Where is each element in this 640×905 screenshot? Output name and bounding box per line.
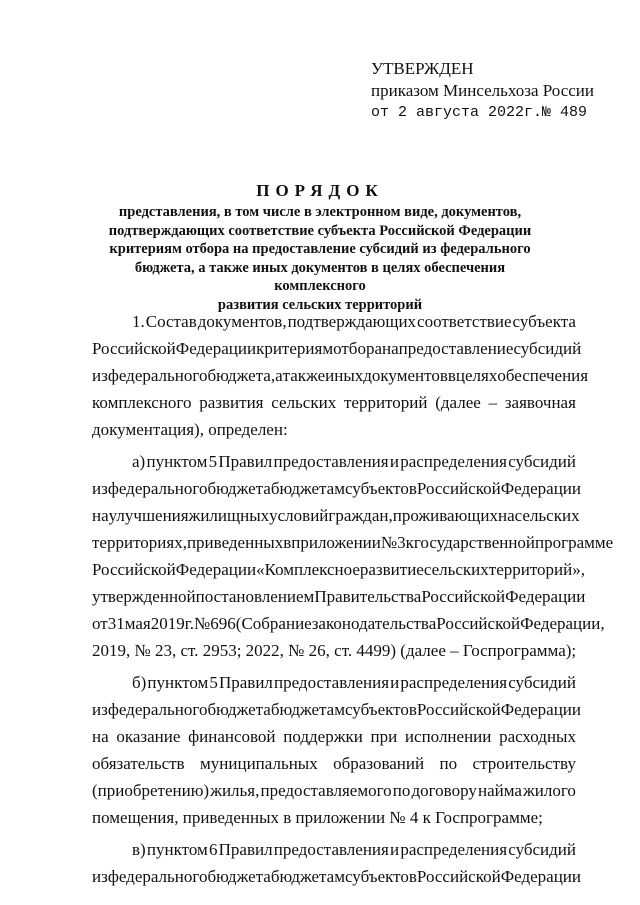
word: приведенных <box>186 533 284 552</box>
word: субсидий <box>508 840 576 859</box>
subtitle-line: критериям отбора на предоставление субсидий из федерального <box>109 241 531 257</box>
word: жилищных <box>188 506 270 525</box>
word: соответствие <box>417 312 512 331</box>
body-line <box>92 610 605 637</box>
subtitle-line: бюджета, а также иных документов в целях обеспечения комплексного <box>134 259 506 294</box>
body-line <box>92 669 576 696</box>
word: Российской <box>421 587 506 606</box>
word: № <box>389 808 410 827</box>
word: заявочная <box>504 393 576 412</box>
word: в <box>447 366 456 385</box>
body-paragraph <box>92 836 581 890</box>
word: Госпрограмме; <box>435 808 543 827</box>
word: 4499) <box>356 641 401 660</box>
word: субсидий <box>508 452 576 471</box>
document-title: ПОРЯДОК <box>256 181 384 200</box>
word: (далее <box>400 641 451 660</box>
word: Российской <box>416 867 501 886</box>
word: территорий <box>343 393 428 412</box>
word: по <box>392 781 411 800</box>
word: субъектов <box>344 700 417 719</box>
word: к <box>422 808 436 827</box>
body-line <box>92 777 576 804</box>
word: предоставления <box>273 840 389 859</box>
approval-heading: УТВЕРЖДЕН <box>371 59 474 78</box>
word: федерального <box>107 479 208 498</box>
word: целях <box>455 366 498 385</box>
word: отбора <box>333 339 382 358</box>
word: Правил <box>218 673 273 692</box>
document-subtitle <box>92 203 548 314</box>
approval-order-line: приказом Минсельхоза России <box>371 81 594 100</box>
word: Федерации <box>175 339 257 358</box>
word: 2019, <box>92 641 135 660</box>
word: расходных <box>499 727 576 746</box>
word: распределения <box>400 840 508 859</box>
word: приложении <box>291 533 381 552</box>
word: и <box>390 673 400 692</box>
word: субъектов <box>344 867 417 886</box>
subtitle-line: развития сельских территорий <box>217 296 423 313</box>
word: (далее <box>435 393 481 412</box>
word: из <box>92 366 108 385</box>
body-line <box>92 389 576 416</box>
word: приложении <box>295 808 390 827</box>
word: Российской <box>416 700 501 719</box>
word: комплексного <box>92 393 192 412</box>
word: бюджетам <box>270 479 345 498</box>
word: 2019 <box>150 614 185 633</box>
subtitle-line: подтверждающих соответствие субъекта Российской Федерации <box>108 222 532 239</box>
word: (Собрание <box>235 614 312 633</box>
word: при <box>370 727 398 746</box>
word: к <box>405 533 414 552</box>
body-line <box>92 475 581 502</box>
word: 6 <box>208 840 218 859</box>
word: Федерации <box>175 560 257 579</box>
word: бюджетам <box>270 700 345 719</box>
word: улучшения <box>108 506 189 525</box>
word: Российской <box>92 560 176 579</box>
body-line <box>92 696 581 723</box>
word: 5 <box>208 452 218 471</box>
body-line <box>92 637 576 664</box>
body-line <box>92 723 576 750</box>
word: субсидий <box>513 339 582 358</box>
word: сельских <box>271 393 337 412</box>
subtitle-line: представления, в том числе в электронном виде, документов, <box>118 204 522 220</box>
word: и <box>389 452 399 471</box>
body-paragraph <box>92 448 614 664</box>
body-paragraph <box>92 308 589 443</box>
word: 3 <box>397 533 406 552</box>
word: договору <box>411 781 477 800</box>
word: из <box>92 867 108 886</box>
word: федерального <box>107 867 208 886</box>
word: Федерации <box>505 587 586 606</box>
word: территорий», <box>488 560 586 579</box>
word: на <box>497 506 515 525</box>
word: поддержки <box>283 727 363 746</box>
word: развития <box>199 393 264 412</box>
body-line <box>92 448 576 475</box>
approval-stamp <box>371 58 621 124</box>
word: постановлением <box>195 587 315 606</box>
word: и <box>390 840 400 859</box>
word: граждан, <box>328 506 393 525</box>
word: иных <box>325 366 364 385</box>
word: 1. <box>132 312 145 331</box>
word: пунктом <box>147 673 209 692</box>
word: федерального <box>107 700 208 719</box>
word: законодательства <box>311 614 437 633</box>
word: документов, <box>197 312 287 331</box>
word: предоставляемого <box>260 781 392 800</box>
word: № <box>380 533 398 552</box>
word: программе <box>535 533 614 552</box>
word: исполнении <box>404 727 492 746</box>
word: предоставление <box>398 339 514 358</box>
word: по <box>439 754 458 773</box>
word: жилого <box>523 781 576 800</box>
body-line <box>92 863 581 890</box>
word: территориях, <box>92 533 187 552</box>
word: предоставления <box>273 452 389 471</box>
word: мая <box>124 614 151 633</box>
word: из <box>92 700 108 719</box>
word: Федерации <box>500 867 581 886</box>
word: в) <box>132 840 146 859</box>
document-body <box>92 308 614 895</box>
word: субсидий <box>508 673 576 692</box>
word: 5 <box>209 673 218 692</box>
word: «Комплексное <box>256 560 360 579</box>
word: финансовой <box>188 727 276 746</box>
word: ст. <box>334 641 357 660</box>
word: сельских <box>423 560 489 579</box>
word: из <box>92 479 108 498</box>
word: образований <box>333 754 425 773</box>
word: документов <box>363 366 448 385</box>
word: пунктом <box>146 452 208 471</box>
body-line <box>92 804 576 831</box>
word: бюджета, <box>207 366 276 385</box>
word: Правил <box>218 840 273 859</box>
word: Правил <box>218 452 273 471</box>
word: бюджета <box>207 700 271 719</box>
word: Российской <box>92 339 176 358</box>
word: развитие <box>359 560 424 579</box>
word: распределения <box>400 673 508 692</box>
word: условий <box>269 506 329 525</box>
word: (приобретению) <box>92 781 210 800</box>
body-line <box>92 583 586 610</box>
word: 4 <box>409 808 423 827</box>
word: 2022, <box>245 641 289 660</box>
approval-date-number: от 2 августа 2022г.№ 489 <box>371 104 588 121</box>
word: оказание <box>116 727 181 746</box>
word: государственной <box>413 533 536 552</box>
word: Федерации, <box>520 614 605 633</box>
word: распределения <box>400 452 507 471</box>
word: Федерации <box>500 700 581 719</box>
word: Состав <box>145 312 197 331</box>
body-line <box>92 416 576 443</box>
body-line <box>92 362 589 389</box>
body-line <box>92 529 614 556</box>
word: бюджета <box>207 479 271 498</box>
word: – <box>450 641 463 660</box>
word: на <box>92 727 109 746</box>
word: проживающих <box>392 506 498 525</box>
word: а) <box>132 452 146 471</box>
word: 31 <box>107 614 125 633</box>
word: федерального <box>107 366 208 385</box>
word: Госпрограмма); <box>462 641 577 660</box>
word: № <box>134 641 155 660</box>
word: субъекта <box>512 312 576 331</box>
body-line <box>92 556 586 583</box>
word: жилья, <box>210 781 260 800</box>
word: сельских <box>514 506 580 525</box>
word: № <box>288 641 309 660</box>
word: предоставления <box>274 673 390 692</box>
body-line <box>92 308 576 335</box>
word: на <box>92 506 109 525</box>
word: Российской <box>416 479 501 498</box>
word: найма <box>477 781 522 800</box>
body-line <box>92 750 576 777</box>
word: в <box>283 808 296 827</box>
word: критериям <box>256 339 334 358</box>
word: от <box>92 614 108 633</box>
word: строительству <box>472 754 576 773</box>
word: 2953; <box>202 641 246 660</box>
word: а <box>275 366 283 385</box>
word: бюджетам <box>270 867 345 886</box>
word: бюджета <box>207 867 271 886</box>
body-line <box>92 335 582 362</box>
word: Федерации <box>500 479 581 498</box>
body-paragraph <box>92 669 581 831</box>
word: в <box>283 533 292 552</box>
word: также <box>282 366 326 385</box>
word: Правительства <box>314 587 422 606</box>
word: на <box>382 339 399 358</box>
word: приведенных <box>182 808 284 827</box>
word: подтверждающих <box>287 312 417 331</box>
word: определен: <box>208 420 288 439</box>
word: ст. <box>180 641 203 660</box>
word: муниципальных <box>200 754 318 773</box>
word: обеспечения <box>497 366 589 385</box>
body-line <box>92 502 580 529</box>
word: помещения, <box>92 808 183 827</box>
word: б) <box>132 673 147 692</box>
word: субъектов <box>344 479 417 498</box>
word: утвержденной <box>92 587 196 606</box>
word: г. <box>184 614 195 633</box>
word: пунктом <box>146 840 208 859</box>
word: № <box>194 614 211 633</box>
word: – <box>488 393 498 412</box>
word: 26, <box>308 641 335 660</box>
word: 23, <box>154 641 181 660</box>
body-line <box>92 836 576 863</box>
word: обязательств <box>92 754 185 773</box>
word: документация), <box>92 420 209 439</box>
word: Российской <box>436 614 521 633</box>
word: 696 <box>210 614 236 633</box>
